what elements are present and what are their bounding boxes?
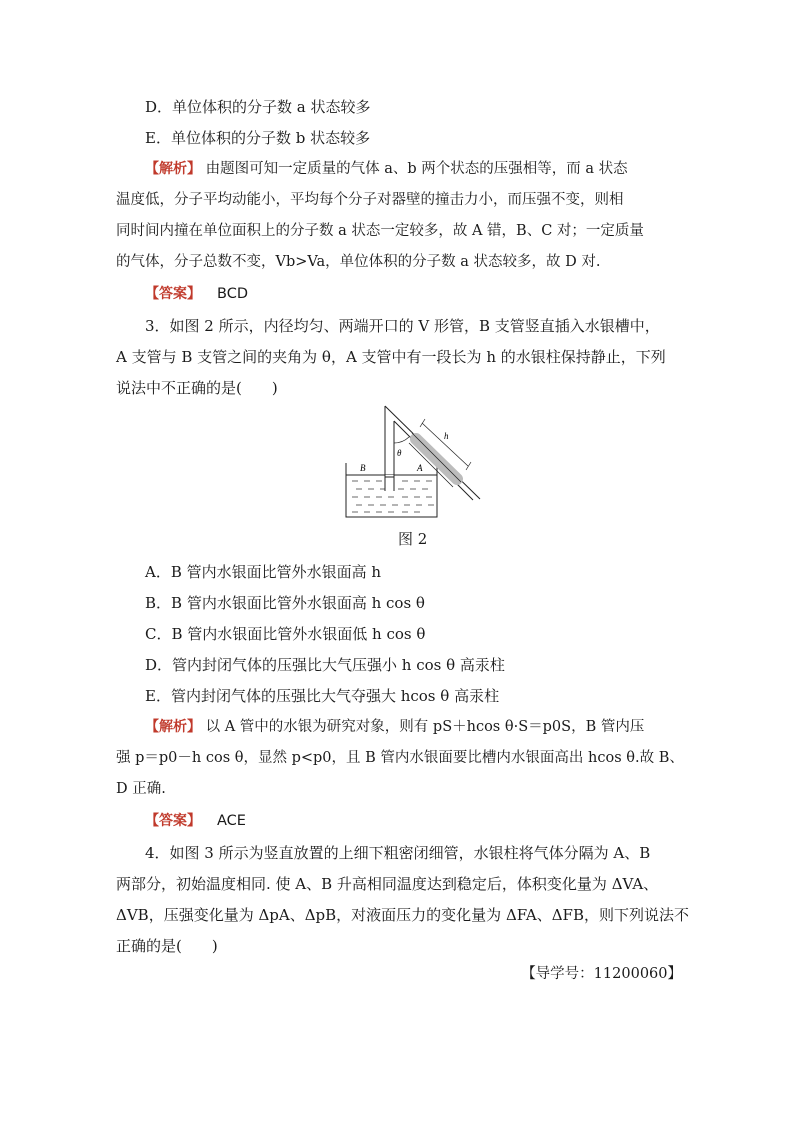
text-line [116,252,601,272]
text-line [116,378,278,398]
line-text: 由题图可知一定质量的气体 a、b 两个状态的压强相等，而 a 状态 [201,161,628,177]
line-text: 的气体，分子总数不变，Vb>Va，单位体积的分子数 a 状态较多，故 D 对. [116,254,601,270]
v-tube-figure [340,403,490,521]
label-A: A [417,463,423,473]
text-line [145,717,644,737]
text-line [116,347,666,367]
line-text: 说法中不正确的是( ) [116,379,278,397]
line-text: A．B 管内水银面比管外水银面高 h [145,563,382,581]
text-line [145,593,425,613]
text-line [116,190,624,210]
line-text: D 正确. [116,781,166,797]
text-line [116,905,689,925]
line-text: E．单位体积的分子数 b 状态较多 [145,129,371,147]
label-theta: θ [397,448,402,458]
section-tag: 【解析】 [145,719,201,735]
figure-caption: 图 2 [398,530,428,548]
text-line [145,686,499,706]
line-text: 两部分，初始温度相同. 使 A、B 升高相同温度达到稳定后，体积变化量为 ΔVA、 [116,875,659,893]
text-line [145,843,650,863]
guide-code: 【导学号：11200060】 [521,966,682,982]
line-text: 3．如图 2 所示，内径均匀、两端开口的 V 形管，B 支管竖直插入水银槽中， [145,317,660,335]
section-tag: 【解析】 [145,161,201,177]
text-line [145,128,370,148]
text-line [145,624,425,644]
answer-value: ACE [217,813,246,829]
line-text: 4．如图 3 所示为竖直放置的上细下粗密闭细管，水银柱将气体分隔为 A、B [145,844,651,862]
text-line [116,936,218,956]
text-line [145,810,246,831]
text-line [145,316,660,336]
text-line [116,221,644,241]
text-line [145,159,628,179]
text-line [145,562,381,582]
text-line [116,874,658,894]
text-line [145,655,505,675]
line-text: 温度低，分子平均动能小，平均每个分子对器壁的撞击力小，而压强不变，则相 [116,192,624,208]
answer-value: BCD [217,286,248,302]
line-text: E．管内封闭气体的压强比大气夺强大 hcos θ 高汞柱 [145,687,500,705]
line-text: A 支管与 B 支管之间的夹角为 θ，A 支管中有一段长为 h 的水银柱保持静止，下列 [116,348,666,366]
text-line [116,779,166,799]
line-text: D．单位体积的分子数 a 状态较多 [145,98,371,116]
section-tag: 【答案】 [145,813,201,829]
line-text: C．B 管内水银面比管外水银面低 h cos θ [145,625,426,643]
theta-arc [394,437,409,443]
label-h: h [444,431,449,441]
line-text: B．B 管内水银面比管外水银面高 h cos θ [145,594,425,612]
line-text: 以 A 管中的水银为研究对象，则有 pS＋hcos θ·S＝p0S，B 管内压 [201,719,645,735]
text-line [145,97,371,117]
text-line [145,283,248,304]
line-text: 强 p＝p0－h cos θ，显然 p<p0，且 B 管内水银面要比槽内水银面高出 hcos θ.故 B、 [116,750,684,766]
line-text: ΔVB，压强变化量为 ΔpA、ΔpB，对液面压力的变化量为 ΔFA、ΔFB，则下列说法不 [116,906,689,924]
line-text: 正确的是( ) [116,937,218,955]
line-text: 同时间内撞在单位面积上的分子数 a 状态一定较多，故 A 错，B、C 对；一定质量 [116,223,644,239]
text-line [116,748,684,768]
label-B: B [360,463,366,473]
section-tag: 【答案】 [145,286,201,302]
line-text: D．管内封闭气体的压强比大气压强小 h cos θ 高汞柱 [145,656,505,674]
